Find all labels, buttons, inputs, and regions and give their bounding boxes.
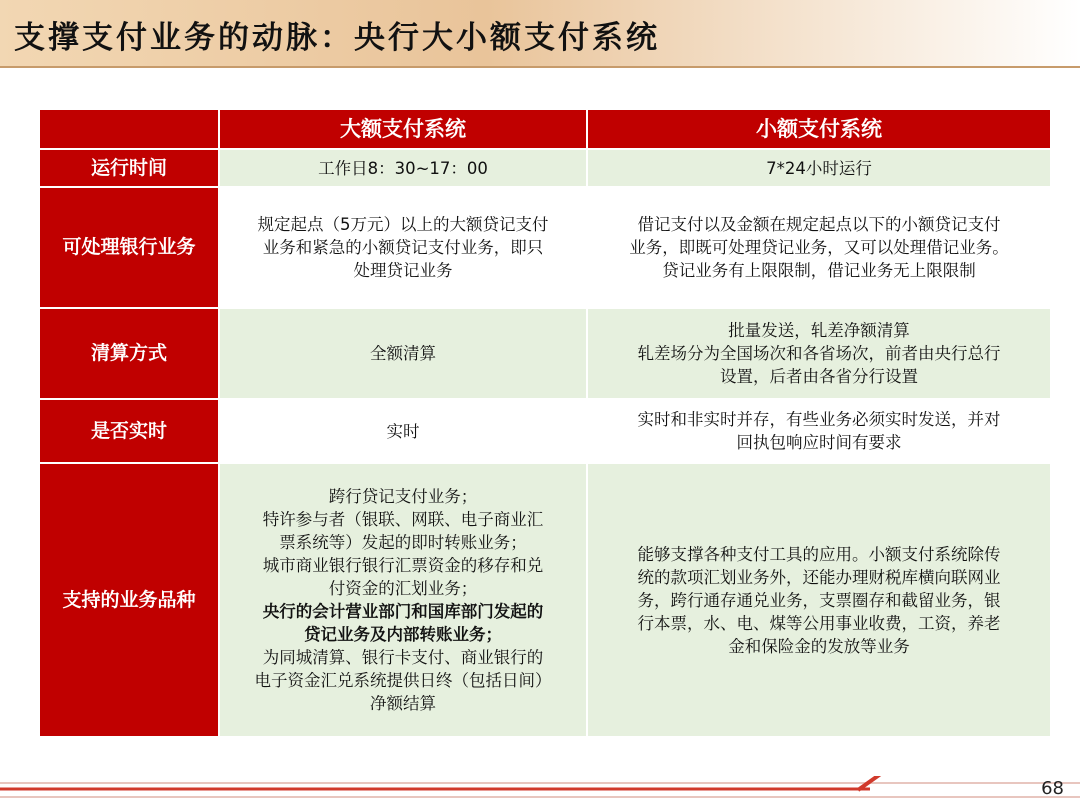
cell-text: 贷记业务有上限限制，借记业务无上限限制 <box>662 261 976 280</box>
row-label-products: 支持的业务品种 <box>39 463 219 737</box>
title-bar <box>0 0 1080 68</box>
cell-text: 电子资金汇兑系统提供日终（包括日间） <box>254 671 552 690</box>
table-row <box>39 463 1051 737</box>
cell-text: 实时和非实时并存，有些业务必须实时发送，并对 <box>637 410 1001 429</box>
footer-decoration <box>0 776 1080 809</box>
cell-large-clearing <box>219 308 587 399</box>
cell-text: 务，跨行通存通兑业务，支票圈存和截留业务，银 <box>637 590 1001 610</box>
table-corner-cell <box>39 109 219 149</box>
page-number: 68 <box>1041 778 1064 799</box>
header-large-system: 大额支付系统 <box>219 109 587 149</box>
cell-text-bold: 央行的会计营业部门和国库部门发起的 <box>262 602 544 621</box>
cell-large-realtime <box>219 399 587 463</box>
cell-text: 业务和紧急的小额贷记支付业务，即只 <box>262 238 544 257</box>
cell-text: 工作日8：30~17：00 <box>318 158 488 178</box>
table-row <box>39 187 1051 308</box>
row-label-realtime: 是否实时 <box>39 399 219 463</box>
table-row <box>39 308 1051 399</box>
cell-text: 特许参与者（银联、网联、电子商业汇 <box>262 510 544 529</box>
cell-text-bold: 贷记业务及内部转账业务； <box>304 625 502 644</box>
cell-large-runtime <box>219 149 587 187</box>
cell-text: 规定起点（5万元）以上的大额贷记支付 <box>257 215 549 234</box>
cell-text: 7*24小时运行 <box>766 158 872 178</box>
cell-small-clearing <box>587 308 1051 399</box>
cell-large-products <box>219 463 587 737</box>
cell-small-products <box>587 463 1051 737</box>
header-small-system: 小额支付系统 <box>587 109 1051 149</box>
cell-small-realtime <box>587 399 1051 463</box>
row-label-runtime: 运行时间 <box>39 149 219 187</box>
cell-small-runtime <box>587 149 1051 187</box>
cell-text: 业务，即既可处理贷记业务，又可以处理借记业务。 <box>629 238 1009 257</box>
cell-large-business <box>219 187 587 308</box>
page-title: 支撑支付业务的动脉：央行大小额支付系统 <box>14 20 660 56</box>
cell-text: 借记支付以及金额在规定起点以下的小额贷记支付 <box>637 215 1001 234</box>
cell-text: 统的款项汇划业务外，还能办理财税库横向联网业 <box>637 567 1001 587</box>
cell-text: 行本票，水、电、煤等公用事业收费，工资，养老 <box>637 613 1001 633</box>
cell-text: 为同城清算、银行卡支付、商业银行的 <box>262 648 544 667</box>
cell-text: 金和保险金的发放等业务 <box>728 636 910 656</box>
table-row <box>39 149 1051 187</box>
cell-text: 付资金的汇划业务； <box>328 579 478 598</box>
cell-text: 净额结算 <box>370 694 436 713</box>
cell-text: 实时 <box>386 421 420 441</box>
row-label-business: 可处理银行业务 <box>39 187 219 308</box>
cell-text: 批量发送，轧差净额清算 <box>728 321 910 340</box>
cell-text: 处理贷记业务 <box>353 261 453 280</box>
cell-text: 全额清算 <box>370 344 436 363</box>
cell-text: 票系统等）发起的即时转账业务； <box>279 533 527 552</box>
cell-small-business <box>587 187 1051 308</box>
cell-text: 回执包响应时间有要求 <box>736 433 902 452</box>
table-header-row <box>39 109 1051 149</box>
table-row <box>39 399 1051 463</box>
cell-text: 跨行贷记支付业务； <box>328 487 478 506</box>
cell-text: 轧差场分为全国场次和各省场次，前者由央行总行 <box>637 344 1001 363</box>
comparison-table <box>38 108 1052 738</box>
cell-text: 城市商业银行银行汇票资金的移存和兑 <box>262 556 544 575</box>
cell-text: 设置，后者由各省分行设置 <box>720 367 918 386</box>
row-label-clearing: 清算方式 <box>39 308 219 399</box>
cell-text: 能够支撑各种支付工具的应用。小额支付系统除传 <box>637 544 1001 564</box>
